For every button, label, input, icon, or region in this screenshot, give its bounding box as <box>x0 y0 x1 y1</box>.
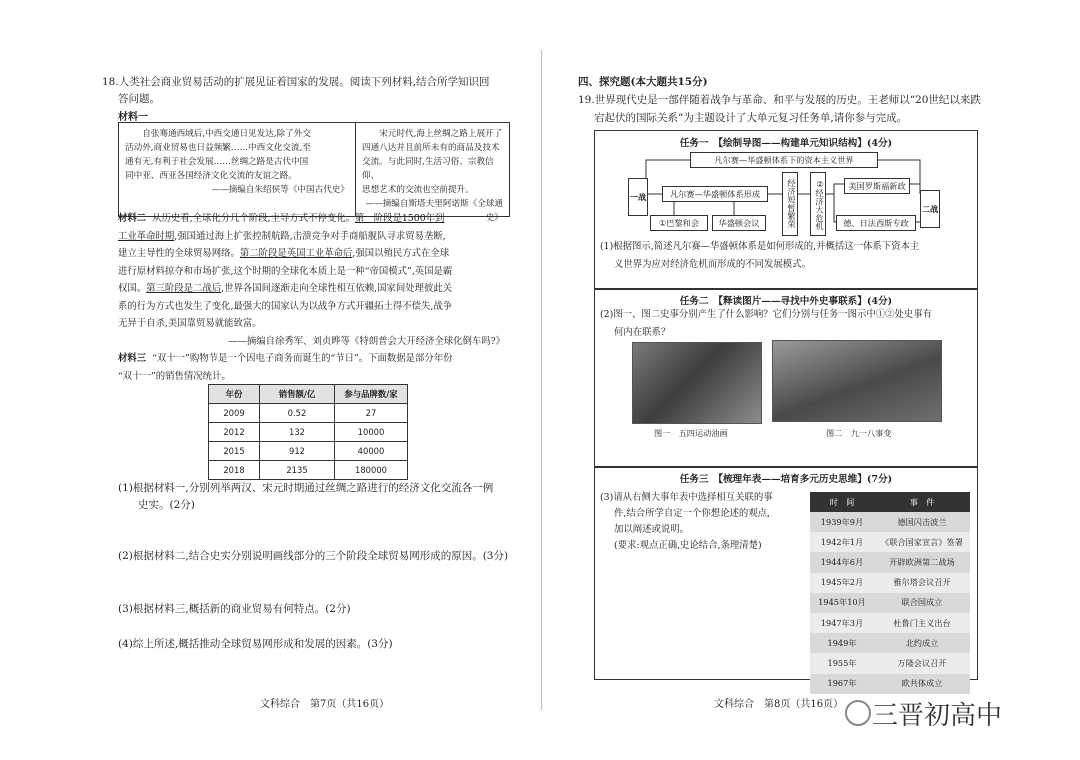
material1-left-source: ——摘编自朱绍侯等《中国古代史》 <box>211 185 349 195</box>
event-name: 北约成立 <box>874 633 970 653</box>
task1-question-line: (1)根据图示,简述凡尔赛—华盛顿体系是如何形成的,并概括这一体系下资本主 <box>600 241 920 252</box>
material2-underline: 第二阶段是英国工业革命后 <box>239 248 353 259</box>
task1-ww2-box: 二战 <box>920 190 940 228</box>
material1-left-cell <box>119 123 356 216</box>
q19-line1: 19.世界现代史是一部伴随着战争与革命、和平与发展的历史。王老师以“20世纪以来跌 <box>578 94 981 106</box>
table-row <box>810 613 970 633</box>
material1-label: 材料一 <box>118 112 148 123</box>
task1-crisis-box: ②经济大危机 <box>810 172 826 236</box>
material3-label: 材料三 <box>118 353 147 364</box>
material2-source: ——摘编自徐秀军、刘贞晔等《特朗普会大开经济全球化倒车吗?》 <box>228 335 505 347</box>
table-row <box>810 552 970 572</box>
sales-header: 年份 <box>209 385 260 404</box>
material1-right-line: 宋元时代,海上丝绸之路上展开了 <box>379 129 503 139</box>
sales-cell: 40000 <box>335 442 408 461</box>
task2-question-line: 何内在联系？ <box>614 326 671 338</box>
task1-boom-box: 经济短暂繁荣 <box>782 172 798 236</box>
material2-underline: 工业革命时期 <box>118 230 175 242</box>
task1-system-box: 凡尔赛—华盛顿体系形成 <box>662 186 768 202</box>
task1-ww1-box: 一战 <box>628 178 648 216</box>
table-row <box>810 532 970 552</box>
event-name: 《联合国家宣言》签署 <box>874 532 970 552</box>
table-row <box>209 404 408 423</box>
task3-question <box>600 490 805 554</box>
page-footer-left: 文科综合 第7页（共16页） <box>260 699 390 710</box>
q18-line1: 18.人类社会商业贸易活动的扩展见证着国家的发展。阅读下列材料,结合所学知识回 <box>102 76 490 88</box>
event-time: 1949年 <box>810 633 874 653</box>
task1-newdeal-box: 美国罗斯福新政 <box>844 178 910 194</box>
task1-question-line: 义世界为应对经济危机而形成的不同发展模式。 <box>614 258 811 270</box>
sales-cell: 2018 <box>209 461 260 480</box>
event-time: 1945年2月 <box>810 573 874 593</box>
event-time: 1945年10月 <box>810 593 874 613</box>
task2-question <box>600 306 972 341</box>
sales-cell: 10000 <box>335 423 408 442</box>
event-name: 德国闪击波兰 <box>874 512 970 532</box>
task2-question-line: (2)图一、图二史事分别产生了什么影响？它们分别与任务一图示中①②处史事有 <box>600 309 933 320</box>
subq2: (2)根据材料二,结合史实分别说明画线部分的三个阶段全球贸易网形成的原因。(3分) <box>118 550 509 562</box>
material3-text: “双十一”购物节是一个因电子商务而诞生的“节日”。下面数据是部分年份 <box>152 353 453 364</box>
event-name: 开辟欧洲第二战场 <box>874 552 970 572</box>
task1-paris-box: ①巴黎和会 <box>650 215 708 231</box>
sales-cell: 180000 <box>335 461 408 480</box>
task3-question-line: 件,结合所学自定一个你想论述的观点, <box>614 508 770 519</box>
event-name: 欧共体成立 <box>874 674 970 694</box>
figure2-caption: 图二 九一八事变 <box>826 428 892 438</box>
event-time: 1967年 <box>810 674 874 694</box>
sales-cell: 2012 <box>209 423 260 442</box>
table-row <box>810 653 970 673</box>
material2-underline: 第一阶段是1500年到 <box>354 213 445 224</box>
event-name: 万隆会议召开 <box>874 653 970 673</box>
mukden-incident-image <box>772 340 942 422</box>
task3-question-line: (要求:观点正确,史论结合,条理清楚) <box>614 540 762 551</box>
material2-text: ,强国通过海上扩张控制航路,击溃竞争对手商船舰队寻求贸易垄断, <box>174 230 446 242</box>
table-row <box>209 461 408 480</box>
material1-right-source: ——摘编自斯塔夫里阿诺斯《全球通史》 <box>365 199 503 223</box>
table-row <box>810 573 970 593</box>
sales-cell: 0.52 <box>260 404 335 423</box>
event-name: 雅尔塔会议召开 <box>874 573 970 593</box>
page-footer-right: 文科综合 第8页（共16页） <box>714 699 844 710</box>
subq3: (3)根据材料三,概括新的商业贸易有何特点。(2分) <box>118 603 351 615</box>
event-time: 1942年1月 <box>810 532 874 552</box>
material2-text: 进行原材料掠夺和市场扩张,这个时期的全球化本质上是一种“帝国模式”,英国是霸 <box>118 265 453 277</box>
material1-left-line: 活动外,商业贸易也日益频繁……中西文化交流,至 <box>125 143 311 153</box>
material1-right-line: 交流。与此同时,生活习俗、宗教信仰、 <box>362 157 494 181</box>
material3-text: “双十一”的销售情况统计。 <box>118 370 231 382</box>
sales-header: 参与品牌数/家 <box>335 385 408 404</box>
watermark-text: 三晋初高中 <box>872 701 1003 731</box>
q18-line2: 答问题。 <box>118 93 160 105</box>
section-title: 四、探究题(本大题共15分) <box>578 76 708 88</box>
event-time: 1944年6月 <box>810 552 874 572</box>
table-row <box>209 423 408 442</box>
event-time: 1947年3月 <box>810 613 874 633</box>
material2-text: 从历史看,全球化分几个阶段,主导方式不停变化。 <box>152 213 355 224</box>
events-header: 事 件 <box>874 492 970 512</box>
material1-left-line: 通有无,有利于社会发展……丝绸之路是古代中国 <box>125 157 309 167</box>
material1-right-line: 思想艺术的交流也空前提升。 <box>362 185 474 195</box>
event-name: 杜鲁门主义出台 <box>874 613 970 633</box>
sales-cell: 132 <box>260 423 335 442</box>
event-name: 联合国成立 <box>874 593 970 613</box>
material2-text: ,世界各国间逐渐走向全球性相互依赖,国家间处理彼此关 <box>221 283 453 294</box>
material2-text: ,强国以殖民方式在全球 <box>352 248 450 259</box>
subq1-line1: (1)根据材料一,分别列举两汉、宋元时期通过丝绸之路进行的经济文化交流各一例 <box>118 482 494 494</box>
material2-text: 无异于自杀,美国靠贸易就能致富。 <box>118 318 262 329</box>
task3-question-line: 加以阐述或说明。 <box>614 524 690 535</box>
task1-title: 任务一 【绘制导图——构建单元知识结构】(4分) <box>679 138 893 149</box>
material1-left-line: 同中亚、西亚各国经济文化交流的友谊之路。 <box>125 171 297 181</box>
task1-fascism-box: 德、日法西斯专政 <box>836 215 916 231</box>
material1-right-line: 四通八达并且前所未有的商品及技术 <box>362 143 500 153</box>
subq1-line2: 史实。(2分) <box>138 499 195 511</box>
figure1-caption: 图一 五四运动油画 <box>654 428 728 438</box>
sales-cell: 2015 <box>209 442 260 461</box>
material2-text: 建立主导性的全球贸易网络。 <box>118 248 240 259</box>
events-table <box>810 492 970 694</box>
events-header: 时 间 <box>810 492 874 512</box>
task1-washington-box: 华盛顿会议 <box>712 215 766 231</box>
sales-cell: 2009 <box>209 404 260 423</box>
task1-top-box: 凡尔赛—华盛顿体系下的资本主义世界 <box>690 152 878 168</box>
sales-table <box>208 384 408 480</box>
table-row <box>810 512 970 532</box>
material2-underline: 第三阶段是二战后 <box>146 283 222 294</box>
task2-title: 任务二 【释读图片——寻找中外史事联系】(4分) <box>679 296 893 307</box>
material2-text: 权国。 <box>118 283 147 294</box>
material3-block <box>118 350 513 385</box>
page-divider <box>541 50 542 710</box>
material2-text: 系的行为方式也发生了变化,最强大的国家认为以战争方式开疆拓土得不偿失,战争 <box>118 300 453 312</box>
wechat-icon <box>845 700 871 726</box>
q19-line2: 宕起伏的国际关系”为主题设计了大单元复习任务单,请你参与完成。 <box>594 112 908 124</box>
sales-header: 销售额/亿 <box>260 385 335 404</box>
material1-left-line: 自张骞通西域后,中西交通日见发达,除了外交 <box>142 129 311 139</box>
task3-question-line: (3)请从右侧大事年表中选择相互关联的事 <box>600 492 773 503</box>
material2-block <box>118 210 513 350</box>
table-row <box>810 674 970 694</box>
table-row <box>810 633 970 653</box>
sales-cell: 27 <box>335 404 408 423</box>
event-time: 1939年9月 <box>810 512 874 532</box>
task1-question <box>600 238 972 273</box>
subq4: (4)综上所述,概括推动全球贸易网形成和发展的因素。(3分) <box>118 638 393 650</box>
task3-title: 任务三 【梳理年表——培育多元历史思维】(7分) <box>679 474 893 485</box>
event-time: 1955年 <box>810 653 874 673</box>
table-row <box>209 442 408 461</box>
table-row <box>810 593 970 613</box>
sales-cell: 912 <box>260 442 335 461</box>
material2-label: 材料二 <box>118 213 147 224</box>
sales-cell: 2135 <box>260 461 335 480</box>
may-fourth-painting-image <box>632 342 762 424</box>
